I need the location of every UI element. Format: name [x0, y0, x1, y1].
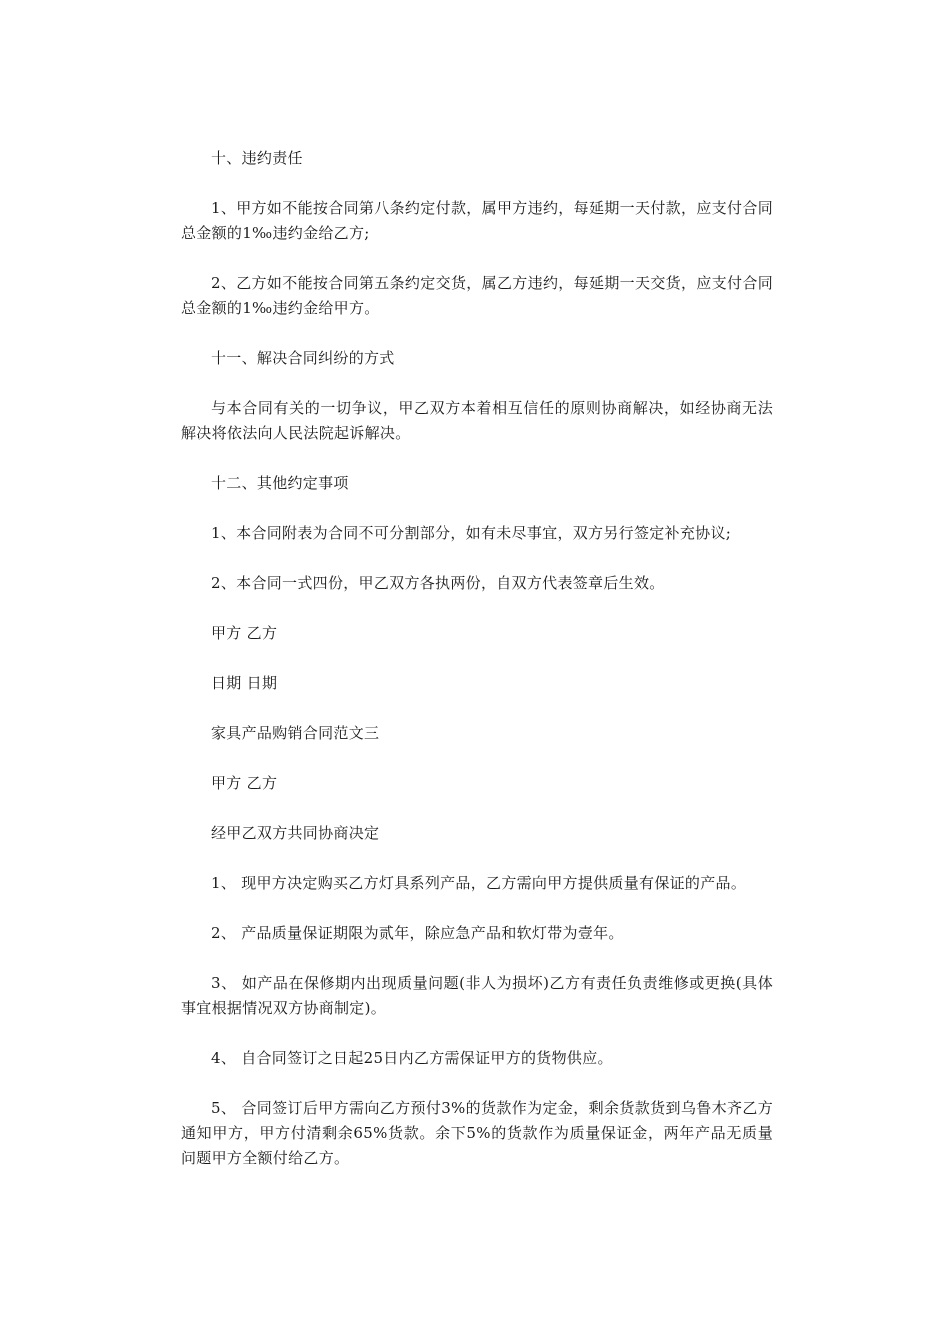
paragraph: 2、乙方如不能按合同第五条约定交货，属乙方违约，每延期一天交货，应支付合同总金额的1‰违约金给甲方。: [181, 274, 773, 317]
paragraph: 1、本合同附表为合同不可分割部分，如有未尽事宜，双方另行签定补充协议;: [211, 524, 732, 542]
paragraph: 经甲乙双方共同协商决定: [211, 824, 380, 842]
contract-parties: 甲方 乙方: [211, 774, 278, 792]
section-heading-other: 十二、其他约定事项: [211, 474, 349, 492]
paragraph: 4、 自合同签订之日起25日内乙方需保证甲方的货物供应。: [211, 1049, 613, 1067]
signature-dates: 日期 日期: [211, 674, 278, 692]
section-heading-dispute: 十一、解决合同纠纷的方式: [211, 349, 395, 367]
paragraph: 5、 合同签订后甲方需向乙方预付3%的货款作为定金，剩余货款货到乌鲁木齐乙方通知甲方，甲方付清剩余65%货款。余下5%的货款作为质量保证金，两年产品无质量问题甲方全额付给乙方。: [181, 1099, 773, 1167]
document-title: 家具产品购销合同范文三: [211, 724, 380, 742]
signature-parties: 甲方 乙方: [211, 624, 278, 642]
paragraph: 1、甲方如不能按合同第八条约定付款，属甲方违约，每延期一天付款，应支付合同总金额的1‰违约金给乙方;: [181, 199, 773, 242]
paragraph: 1、 现甲方决定购买乙方灯具系列产品，乙方需向甲方提供质量有保证的产品。: [211, 874, 747, 892]
section-heading-breach: 十、违约责任: [211, 149, 303, 167]
paragraph: 2、本合同一式四份，甲乙双方各执两份，自双方代表签章后生效。: [211, 574, 665, 592]
paragraph: 2、 产品质量保证期限为贰年，除应急产品和软灯带为壹年。: [211, 924, 624, 942]
document-body: [181, 146, 773, 1196]
paragraph: 3、 如产品在保修期内出现质量问题(非人为损坏)乙方有责任负责维修或更换(具体事宜根据情况双方协商制定)。: [181, 974, 773, 1017]
paragraph: 与本合同有关的一切争议，甲乙双方本着相互信任的原则协商解决，如经协商无法解决将依法向人民法院起诉解决。: [181, 399, 773, 442]
